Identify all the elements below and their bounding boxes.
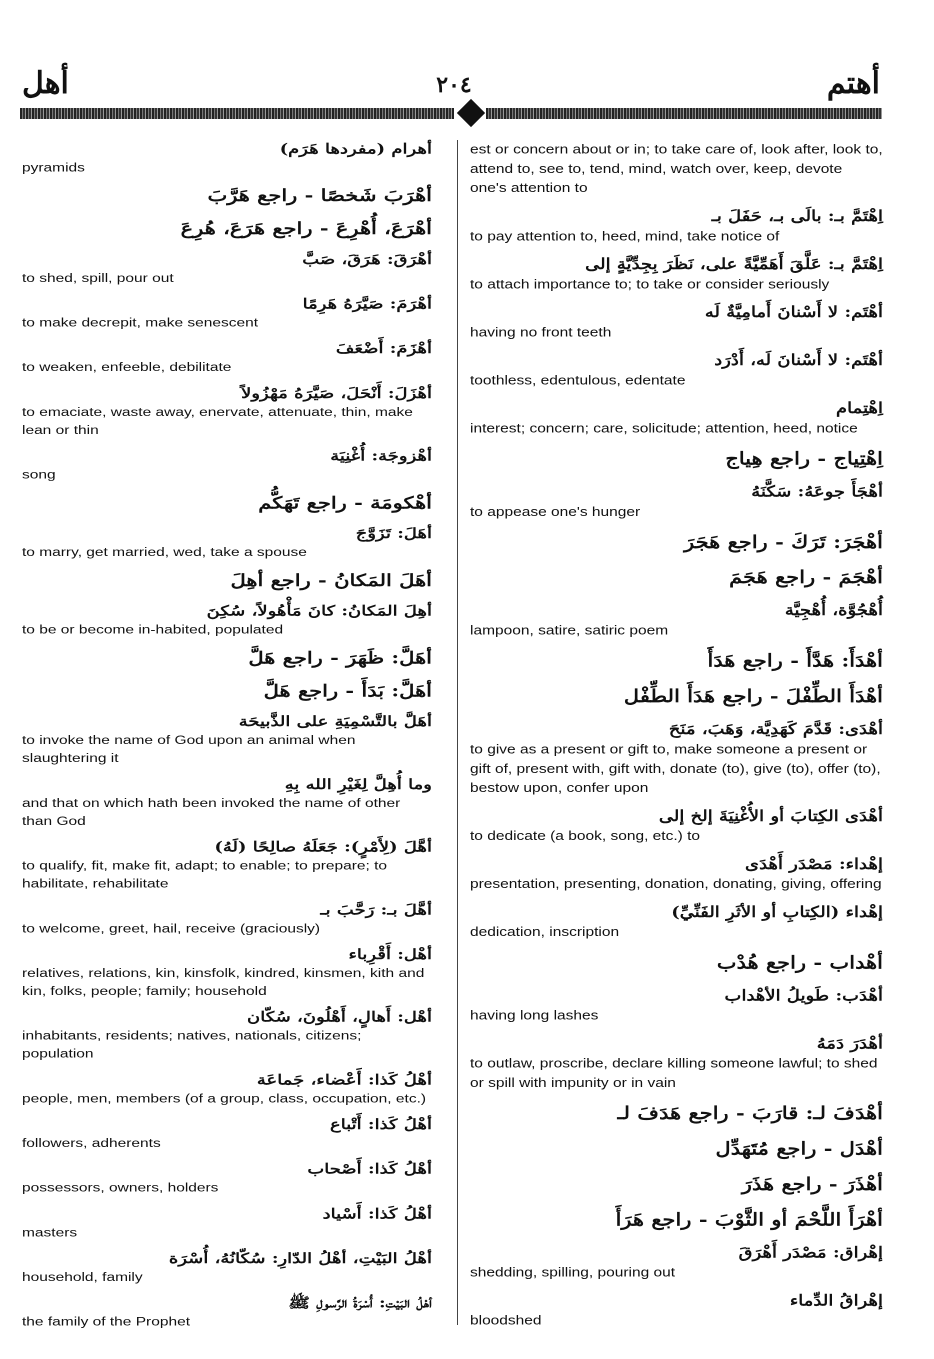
english-definition: to pay attention to, heed, mind, take notice of <box>470 229 780 244</box>
arabic-headword: وما أُهِلَّ لِغَيْرِ الله بِهِ <box>284 776 432 793</box>
arabic-headword: أهْرَقَ: هَرَقَ، صَبَّ <box>302 251 432 268</box>
dictionary-entry <box>470 806 883 846</box>
dictionary-entry <box>470 566 883 590</box>
dictionary-entry <box>22 713 432 768</box>
english-definition: to invoke the name of God upon an animal when slaughtering it <box>22 734 356 766</box>
dictionary-entry <box>470 1172 883 1196</box>
arabic-headword: أهَلَّ: ظَهَرَ - راجع هَلَّ <box>248 647 432 668</box>
header-word-left: أهل <box>22 67 69 100</box>
arabic-headword: أهْكومَة - راجع تَهَكُّم <box>258 492 432 513</box>
dictionary-entry <box>470 482 883 522</box>
dictionary-entry <box>22 1071 432 1108</box>
arabic-headword: أهْرَمَ: صَيَّرَهُ هَرِمًا <box>302 295 432 313</box>
english-definition: to shed, spill, pour out <box>22 271 174 285</box>
english-definition: to welcome, greet, hail, receive (graciously) <box>22 922 321 936</box>
dictionary-entry <box>22 295 432 332</box>
arabic-headword: أهْلُ البَيْتِ: أُسْرَةُ الرَّسولِ ﷺ <box>288 1295 432 1312</box>
dictionary-entry <box>22 647 432 669</box>
english-definition: to give as a present or gift to, make someone a present or gift of, present with, gift with, donate (to), give (to), offer (to), bestow upon, confer upon <box>470 742 881 796</box>
arabic-headword: أهْدَى: قَدَّمَ كَهَدِيَّة، وَهَبَ، مَنَحَ <box>668 720 883 739</box>
dictionary-entry <box>22 946 432 1001</box>
english-definition: pyramids <box>22 161 85 175</box>
english-definition: song <box>22 468 56 482</box>
arabic-headword: أهْزَمَ: أَضْعَفَ <box>335 340 432 358</box>
arabic-headword: أهْجَأَ جوعَهُ: سَكَّنَهُ <box>751 482 883 501</box>
arabic-headword: أهْلُ البَيْتِ، أهْلُ الدّارِ: سُكّانُهُ، أُسْرَة <box>168 1250 432 1267</box>
english-definition: to qualify, fit, make fit, adapt; to enable; to prepare; to habilitate, rehabilitate <box>22 859 388 891</box>
dictionary-entry <box>22 525 432 562</box>
dictionary-entry <box>22 385 432 440</box>
arabic-headword: أهْدَرَ دَمَهُ <box>816 1034 883 1053</box>
english-definition: presentation, presenting, donation, donating, giving, offering <box>470 877 882 892</box>
dictionary-entry <box>470 303 883 343</box>
arabic-headword: أهْزَلَ: أَنْحَلَ، صَيَّرَهُ مَهْزُولاً <box>241 385 432 402</box>
arabic-headword: أهْرَعَ، أُهْرِعَ - راجع هَرَعَ، هُرِعَ <box>180 218 432 238</box>
header-rule-right <box>486 108 882 119</box>
english-definition: having no front teeth <box>470 325 612 340</box>
arabic-headword: اِهْتَمَّ بـ: عَلَّقَ أَهَمِّيَّةً على، نَظَرَ بِجِدِّيَّةٍ إلى <box>585 255 883 274</box>
english-definition: inhabitants, residents; natives, nationals, citizens; population <box>22 1029 362 1061</box>
english-definition: to dedicate (a book, song, etc.) to <box>470 829 701 844</box>
english-definition: lampoon, satire, satiric poem <box>470 623 669 638</box>
english-definition: relatives, relations, kin, kinsfolk, kindred, kinsmen, kith and kin, folks, people; family; household <box>22 966 425 999</box>
arabic-headword: أهِلَ المَكانُ: كانَ مَأْهُولاً، سُكِنَ <box>206 603 432 620</box>
english-definition: having long lashes <box>470 1008 599 1024</box>
english-definition: shedding, spilling, pouring out <box>470 1265 676 1281</box>
english-definition: toothless, edentulous, edentate <box>470 373 686 388</box>
dictionary-entry <box>470 684 883 708</box>
arabic-headword: أهْتَم: لا أَسْنانَ أَمامِيَّةٌ لَه <box>704 303 883 322</box>
dictionary-entry <box>470 601 883 641</box>
arabic-headword: أهَلَ: تَزَوَّجَ <box>355 525 432 543</box>
header-rule-left <box>20 108 454 119</box>
dictionary-entry <box>470 1101 883 1125</box>
english-definition: people, men, members (of a group, class, occupation, etc.) <box>22 1092 427 1106</box>
dictionary-entry <box>22 602 432 639</box>
dictionary-entry <box>470 399 883 439</box>
dictionary-entry <box>22 1160 432 1197</box>
english-definition: interest; concern; care, solicitude; attention, heed, notice <box>470 421 858 436</box>
english-definition: to emaciate, waste away, enervate, attenuate, thin, make lean or thin <box>22 405 413 438</box>
dictionary-entry <box>470 1291 883 1331</box>
dictionary-entry <box>470 986 883 1026</box>
arabic-headword: أهْدَب: طَويلُ الأهْداب <box>724 986 883 1005</box>
english-definition: and that on which hath been invoked the name of other than God <box>22 796 401 829</box>
english-definition: to make decrepit, make senescent <box>22 316 259 330</box>
english-definition: the family of the Prophet <box>22 1315 191 1329</box>
dictionary-entry <box>470 351 883 391</box>
arabic-headword: أهْلُ كَذا: أَتْباع <box>330 1116 432 1133</box>
arabic-headword: إهْداء: مَصْدَر أَهْدَى <box>744 855 883 874</box>
left-column <box>22 140 432 1339</box>
dictionary-entry <box>22 218 432 240</box>
arabic-headword: أهْل: أَهالٍ، أَهْلُونَ، سُكّان <box>247 1009 432 1026</box>
arabic-headword: أهْدَل - راجع مُتَهَدِّل <box>715 1137 883 1159</box>
english-definition: to appease one's hunger <box>470 504 641 520</box>
dictionary-entry <box>22 492 432 514</box>
dictionary-entry <box>470 855 883 895</box>
dictionary-entry <box>470 140 883 198</box>
arabic-headword: أهْدَأَ الطِّفْلَ - راجع هَدَأَ الطِّفْل <box>623 685 883 707</box>
arabic-headword: أهْزوجَة: أُغْنِيَة <box>330 447 432 465</box>
arabic-headword: أُهْجُوَّة، أُهْجِيَّة <box>784 601 883 620</box>
dictionary-entry <box>22 569 432 591</box>
arabic-headword: إهْراقُ الدِّماء <box>789 1291 883 1310</box>
dictionary-entry <box>470 1034 883 1093</box>
english-definition: to marry, get married, wed, take a spouse <box>22 545 307 560</box>
dictionary-entry <box>22 901 432 938</box>
arabic-headword: أهْجَرَ: تَرَكَ - راجع هَجَرَ <box>684 530 883 553</box>
dictionary-entry <box>470 951 883 975</box>
english-definition: household, family <box>22 1270 143 1285</box>
arabic-headword: أهْدَفَ لـ: قارَبَ - راجع هَدَفَ لـ <box>617 1102 883 1124</box>
arabic-headword: أهَلَّ بالتَّسْمِيَةِ على الذَّبيحَة <box>238 713 432 731</box>
dictionary-entry <box>22 1116 432 1153</box>
dictionary-entry <box>22 1294 432 1331</box>
page-number: ٢٠٤ <box>436 72 472 97</box>
arabic-headword: أهْجَمَ - راجع هَجَمَ <box>729 566 883 588</box>
arabic-headword: أهْرَبَ شَخصًا - راجع هَرَّبَ <box>207 185 432 206</box>
dictionary-entry <box>470 207 883 247</box>
dictionary-entry <box>470 1208 883 1232</box>
right-column <box>470 140 883 1339</box>
dictionary-entry <box>470 649 883 673</box>
arabic-headword: أهْذَرَ - راجع هَذَرَ <box>741 1173 883 1195</box>
english-definition: bloodshed <box>470 1313 542 1329</box>
arabic-headword: أهْلُ كَذا: أَسْياد <box>322 1205 432 1223</box>
arabic-headword: أهْدَى الكِتابَ أو الأُغْنِيَةَ إلخ إلى <box>658 807 883 826</box>
dictionary-entry <box>22 838 432 893</box>
dictionary-entry <box>470 903 883 943</box>
arabic-headword: أهْل: أَقْرِباء <box>348 946 432 963</box>
english-definition: to attach importance to; to take or consider seriously <box>470 277 830 292</box>
arabic-headword: أهَلَّ: بَدَأَ - راجع هَلَّ <box>263 680 432 701</box>
arabic-headword: إهْراق: مَصْدَر أَهْرَقَ <box>738 1243 883 1262</box>
arabic-headword: اِهْتَمَّ بـ: بالَى بـ، حَفَلَ بـ <box>711 207 883 226</box>
english-definition: to weaken, enfeeble, debilitate <box>22 360 232 375</box>
dictionary-entry <box>22 140 432 177</box>
dictionary-entry <box>22 776 432 831</box>
dictionary-entry <box>470 530 883 554</box>
arabic-headword: أهَّلَ بـ: رَحَّبَ بـ <box>320 901 432 919</box>
diamond-ornament-icon <box>457 99 485 127</box>
dictionary-entry <box>22 250 432 287</box>
english-definition: to outlaw, proscribe, declare killing someone lawful; to shed or spill with impunity or in vain <box>470 1056 878 1091</box>
english-definition: to be or become in-habited, populated <box>22 623 284 637</box>
dictionary-entry <box>22 1205 432 1242</box>
dictionary-entry <box>22 1008 432 1063</box>
dictionary-entry <box>22 447 432 484</box>
english-definition: est or concern about or in; to take care of, look after, look to, attend to, see to, tend, mind, watch over, keep, devote one's attention to <box>470 142 883 196</box>
english-definition: dedication, inscription <box>470 925 620 940</box>
arabic-headword: أهْداب - راجع هُدْب <box>716 951 883 973</box>
header-word-right: أهتم <box>826 67 880 100</box>
arabic-headword: أهْلُ كَذا: أَصْحاب <box>307 1161 432 1178</box>
english-definition: masters <box>22 1226 78 1240</box>
english-definition: possessors, owners, holders <box>22 1181 219 1195</box>
arabic-headword: أهَّلَ (لِأَمْرٍ): جَعَلَهُ صالِحًا (لَهُ) <box>214 839 432 856</box>
arabic-headword: أهَلَ المَكانُ - راجع أهِلَ <box>230 570 432 590</box>
arabic-headword: اِهْتِياج - راجع هِياج <box>725 447 883 469</box>
arabic-headword: أهرام (مفردها هَرَم) <box>279 140 432 158</box>
arabic-headword: أهْرَأَ اللَّحْمَ أو الثَّوْبَ - راجع هَرَأَ <box>615 1208 883 1230</box>
arabic-headword: اِهْتِمام <box>836 399 883 418</box>
english-definition: followers, adherents <box>22 1136 161 1151</box>
dictionary-entry <box>470 1137 883 1161</box>
dictionary-entry <box>22 1250 432 1287</box>
dictionary-entry <box>470 447 883 471</box>
column-divider <box>457 140 458 1325</box>
arabic-headword: أهْلُ كَذا: أَعْضاء، جَماعَة <box>256 1071 432 1089</box>
arabic-headword: أهْتَم: لا أَسْنانَ لَه، أَدْرَد <box>714 351 883 370</box>
arabic-headword: أهْدَأَ: هَدَّأَ - راجع هَدَأَ <box>707 649 883 671</box>
dictionary-entry <box>22 680 432 702</box>
dictionary-entry <box>470 1243 883 1283</box>
dictionary-entry <box>22 340 432 377</box>
dictionary-entry <box>22 185 432 207</box>
arabic-headword: إهْداء (الكِتابِ أو الأثَرِ الفَنِّيِّ) <box>671 903 883 922</box>
dictionary-entry <box>470 255 883 295</box>
dictionary-entry <box>470 720 883 798</box>
